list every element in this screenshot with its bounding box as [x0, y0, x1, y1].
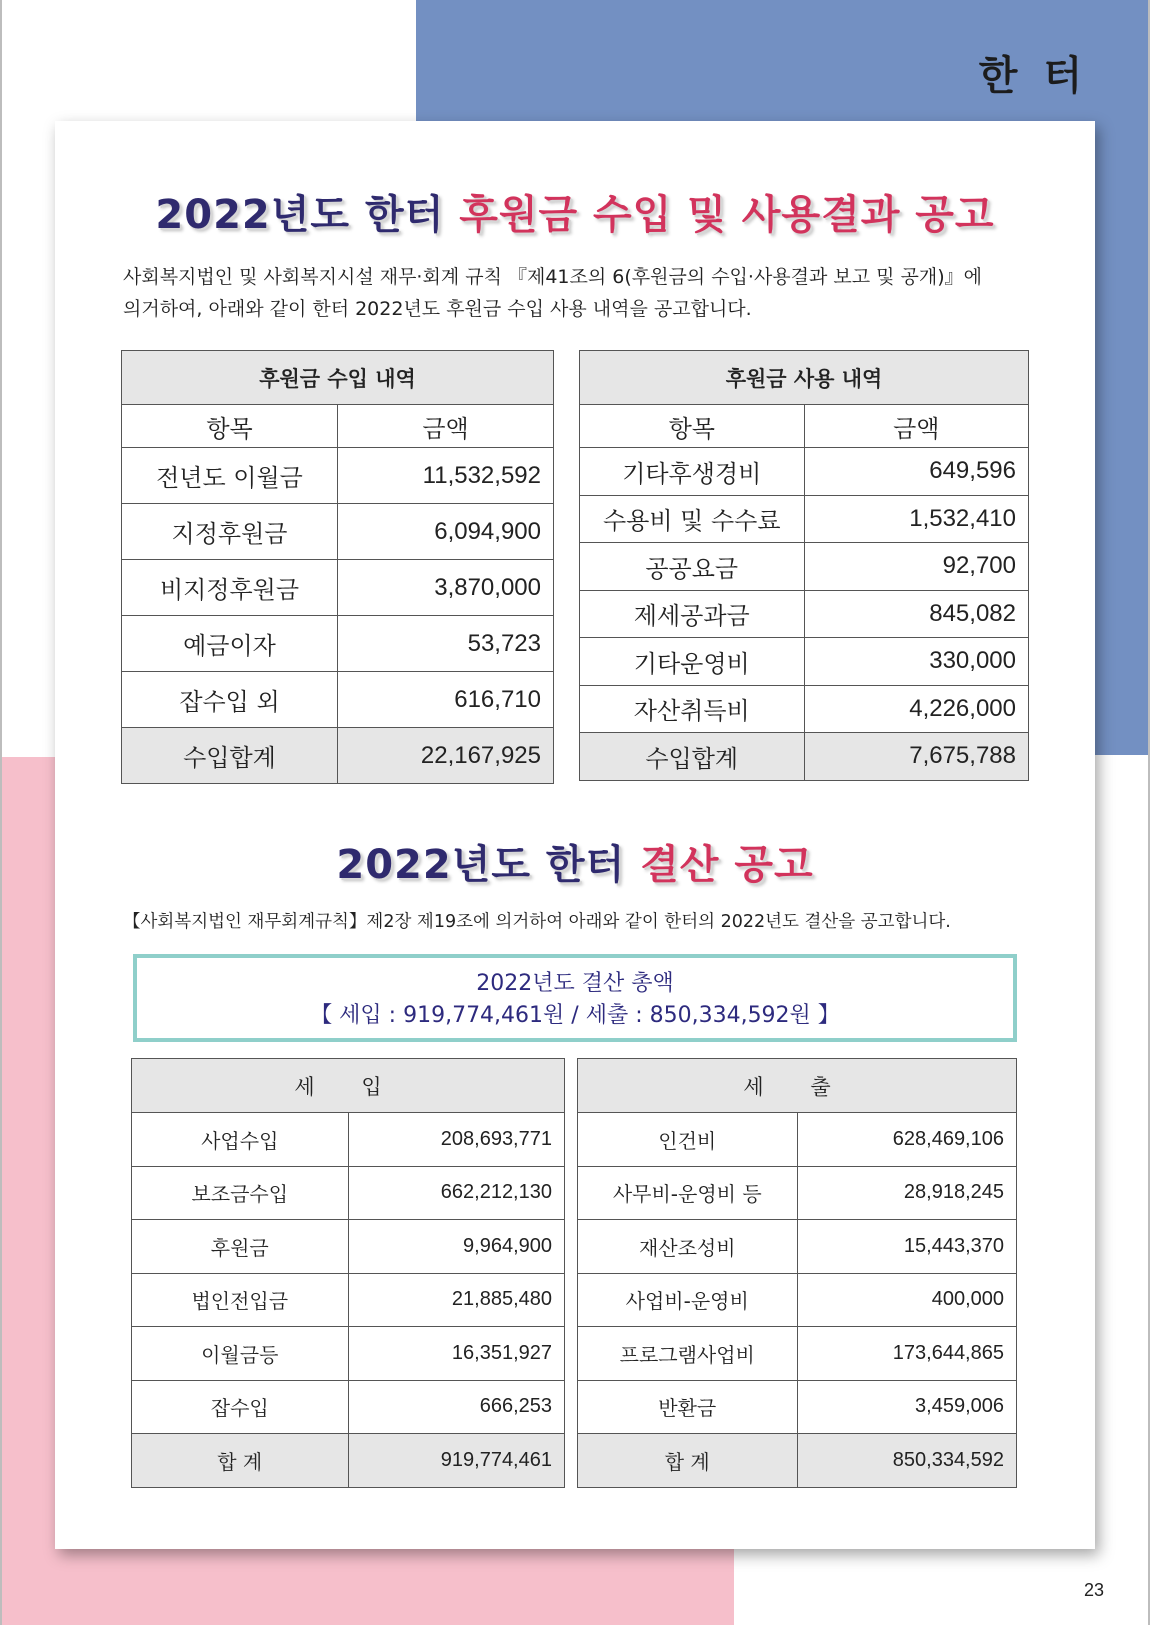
notice-card: [55, 121, 1095, 1549]
page-border-left: [0, 0, 2, 1625]
table-row: [132, 1220, 565, 1274]
title-subject: 결산 공고: [640, 842, 814, 888]
column-header-amount: 금액: [338, 405, 554, 448]
total-label: 수입합계: [580, 733, 805, 781]
column-header-amount: 금액: [804, 405, 1029, 448]
total-label: 합 계: [578, 1434, 798, 1488]
settlement-summary-box: [133, 954, 1017, 1042]
donation-notice-title: [55, 183, 1095, 240]
row-label: 후원금: [132, 1220, 349, 1274]
table-row: [122, 448, 554, 504]
title-org-year: 2022년도 한터: [155, 192, 445, 238]
table-title: 후원금 사용 내역: [580, 351, 1029, 405]
brand-title: 한 터: [978, 53, 1088, 99]
row-amount: 628,469,106: [797, 1113, 1017, 1167]
row-amount: 845,082: [804, 590, 1029, 638]
table-row: [580, 638, 1029, 686]
donation-usage-table: [579, 350, 1029, 781]
table-row: [578, 1327, 1017, 1381]
total-amount: 7,675,788: [804, 733, 1029, 781]
total-amount: 919,774,461: [348, 1434, 565, 1488]
table-row: [578, 1220, 1017, 1274]
row-label: 이월금등: [132, 1327, 349, 1381]
table-row: [132, 1273, 565, 1327]
row-label: 지정후원금: [122, 504, 338, 560]
intro-line: 사회복지법인 및 사회복지시설 재무·회계 규칙 『제41조의 6(후원금의 수입·사용결과 보고 및 공개)』에: [123, 266, 983, 288]
row-amount: 649,596: [804, 448, 1029, 496]
donation-income-table: [121, 350, 554, 784]
table-title: 세 출: [578, 1059, 1017, 1113]
row-label: 보조금수입: [132, 1166, 349, 1220]
summary-title: 2022년도 결산 총액: [476, 971, 674, 996]
table-row: [580, 590, 1029, 638]
row-label: 제세공과금: [580, 590, 805, 638]
row-amount: 400,000: [797, 1273, 1017, 1327]
table-row: [122, 504, 554, 560]
row-amount: 4,226,000: [804, 685, 1029, 733]
row-label: 수용비 및 수수료: [580, 495, 805, 543]
row-amount: 666,253: [348, 1380, 565, 1434]
row-label: 잡수입: [132, 1380, 349, 1434]
table-row: [132, 1327, 565, 1381]
page-number: 23: [1083, 1580, 1104, 1600]
row-amount: 16,351,927: [348, 1327, 565, 1381]
row-amount: 616,710: [338, 672, 554, 728]
table-row: [122, 560, 554, 616]
table-row: [580, 685, 1029, 733]
row-label: 자산취득비: [580, 685, 805, 733]
row-label: 기타후생경비: [580, 448, 805, 496]
total-row: [578, 1434, 1017, 1488]
row-amount: 3,459,006: [797, 1380, 1017, 1434]
row-label: 법인전입금: [132, 1273, 349, 1327]
total-row: [132, 1434, 565, 1488]
total-label: 합 계: [132, 1434, 349, 1488]
row-label: 반환금: [578, 1380, 798, 1434]
table-row: [578, 1380, 1017, 1434]
row-amount: 21,885,480: [348, 1273, 565, 1327]
row-label: 전년도 이월금: [122, 448, 338, 504]
row-amount: 6,094,900: [338, 504, 554, 560]
row-label: 기타운영비: [580, 638, 805, 686]
table-title: 후원금 수입 내역: [122, 351, 554, 405]
table-row: [132, 1380, 565, 1434]
table-row: [578, 1166, 1017, 1220]
row-label: 프로그램사업비: [578, 1327, 798, 1381]
total-row: [122, 728, 554, 784]
expense-table: [577, 1058, 1017, 1488]
table-row: [578, 1113, 1017, 1167]
column-header-item: 항목: [580, 405, 805, 448]
row-amount: 53,723: [338, 616, 554, 672]
row-label: 공공요금: [580, 543, 805, 591]
total-amount: 850,334,592: [797, 1434, 1017, 1488]
table-row: [580, 543, 1029, 591]
settlement-notice-title: [55, 833, 1095, 890]
row-amount: 1,532,410: [804, 495, 1029, 543]
row-label: 비지정후원금: [122, 560, 338, 616]
table-row: [580, 448, 1029, 496]
total-row: [580, 733, 1029, 781]
table-row: [132, 1166, 565, 1220]
row-label: 인건비: [578, 1113, 798, 1167]
row-label: 잡수입 외: [122, 672, 338, 728]
row-label: 예금이자: [122, 616, 338, 672]
table-row: [132, 1113, 565, 1167]
row-amount: 11,532,592: [338, 448, 554, 504]
column-header-item: 항목: [122, 405, 338, 448]
table-row: [578, 1273, 1017, 1327]
row-amount: 173,644,865: [797, 1327, 1017, 1381]
title-subject: 후원금 수입 및 사용결과 공고: [459, 192, 995, 238]
row-amount: 15,443,370: [797, 1220, 1017, 1274]
donation-notice-intro: [123, 261, 1043, 325]
row-amount: 28,918,245: [797, 1166, 1017, 1220]
intro-line: 의거하여, 아래와 같이 한터 2022년도 후원금 수입 사용 내역을 공고합니다.: [123, 298, 752, 320]
table-row: [580, 495, 1029, 543]
row-label: 사무비-운영비 등: [578, 1166, 798, 1220]
row-label: 재산조성비: [578, 1220, 798, 1274]
table-row: [122, 616, 554, 672]
row-amount: 92,700: [804, 543, 1029, 591]
row-amount: 9,964,900: [348, 1220, 565, 1274]
table-row: [122, 672, 554, 728]
row-label: 사업비-운영비: [578, 1273, 798, 1327]
settlement-notice-intro: 【사회복지법인 재무회계규칙】제2장 제19조에 의거하여 아래와 같이 한터의 2022년도 결산을 공고합니다.: [123, 912, 951, 932]
row-label: 사업수입: [132, 1113, 349, 1167]
row-amount: 330,000: [804, 638, 1029, 686]
summary-totals: 【 세입 : 919,774,461원 / 세출 : 850,334,592원 】: [310, 1003, 840, 1028]
row-amount: 3,870,000: [338, 560, 554, 616]
total-amount: 22,167,925: [338, 728, 554, 784]
row-amount: 208,693,771: [348, 1113, 565, 1167]
title-org-year: 2022년도 한터: [336, 842, 626, 888]
total-label: 수입합계: [122, 728, 338, 784]
revenue-table: [131, 1058, 565, 1488]
row-amount: 662,212,130: [348, 1166, 565, 1220]
table-title: 세 입: [132, 1059, 565, 1113]
